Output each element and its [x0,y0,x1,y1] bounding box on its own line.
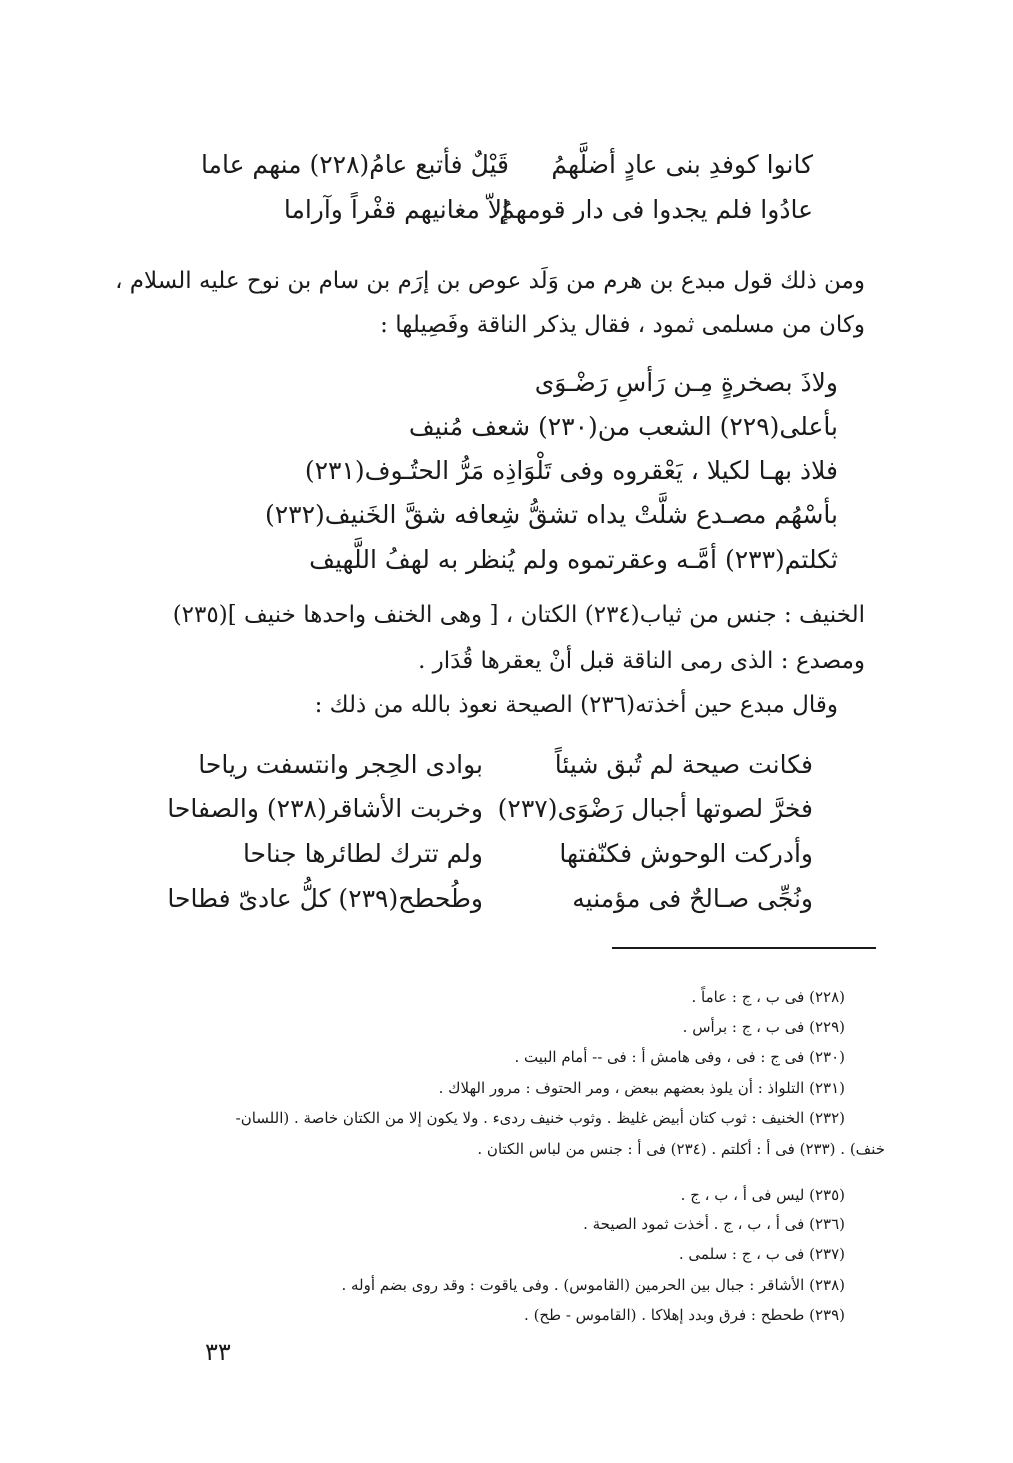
verse-3-first-hemistich: فكانت صيحة لم تُبق شيئاً [554,750,813,779]
footnote: (٢٢٨) فى ب ، ج : عاماً . [691,988,845,1006]
footnote: خنف) . (٢٣٣) فى أ : أكلتم . (٢٣٤) فى أ : جنس من لباس الكتان . [477,1140,885,1158]
footnote: (٢٣٠) فى ج : فى ، وفى هامش أ : فى -- أمام البيت . [514,1048,845,1066]
footnote: (٢٣٥) ليس فى أ ، ب ، ج . [680,1186,845,1204]
poem-line: ولاذَ بصخرةٍ مِـن رَأسِ رَضْـوَى [534,368,838,397]
footnote-divider [612,947,876,949]
verse-1-second-hemistich: قَيْلٌ فأتبع عامُ(٢٢٨) منهم عاما [200,150,509,179]
footnote: (٢٣٧) فى ب ، ج : سلمى . [678,1245,845,1263]
poem-line: ثكلتم(٢٣٣) أمَّـه وعقرتموه ولم يُنظر به لهفُ اللَّهيف [309,545,838,574]
verse-5-second-hemistich: ولم تترك لطائرها جناحا [242,839,483,868]
poem-line: بأسْهُم مصـدع شلَّتْ يداه تشقُّ شِعافه شقَّ الخَنيف(٢٣٢) [264,500,838,529]
footnote: (٢٢٩) فى ب ، ج : برأس . [682,1018,845,1036]
prose-line: ومصدع : الذى رمى الناقة قبل أنْ يعقرها قُدَار . [418,648,865,674]
verse-5-first-hemistich: وأدركت الوحوش فكنّفتها [559,839,813,868]
footnote: (٢٣١) التلواذ : أن يلوذ بعضهم ببعض ، ومر الحتوف : مرور الهلاك . [438,1079,845,1097]
verse-1-first-hemistich: كانوا كوفدِ بنى عادٍ أضلَّهمُ [551,150,813,179]
verse-4-first-hemistich: فخرَّ لصوتها أجبال رَضْوَى(٢٣٧) [497,794,813,823]
verse-6-second-hemistich: وطُحطح(٢٣٩) كلُّ عادىّ فطاحا [167,884,483,913]
verse-3-second-hemistich: بوادى الحِجر وانتسفت رياحا [198,750,483,779]
prose-line: وقال مبدع حين أخذته(٢٣٦) الصيحة نعوذ بالله من ذلك : [314,692,838,718]
footnote: (٢٣٦) فى أ ، ب ، ج . أخذت ثمود الصيحة . [583,1215,845,1233]
prose-line: الخنيف : جنس من ثياب(٢٣٤) الكتان ، [ وهى الخنف واحدها خنيف ](٢٣٥) [172,602,865,628]
poem-line: بأعلى(٢٢٩) الشعب من(٢٣٠) شعف مُنيف [408,412,838,441]
verse-2-second-hemistich: إلاّ مغانيهم قفْراً وآراما [283,195,509,224]
verse-6-first-hemistich: ونُجِّى صـالحٌ فى مؤمنيه [572,884,813,913]
verse-4-second-hemistich: وخربت الأشاقر(٢٣٨) والصفاحا [167,794,483,823]
verse-2-first-hemistich: عادُوا فلم يجدوا فى دار قومهمُ [499,195,813,224]
poem-line: فلاذ بهـا لكيلا ، يَعْقروه وفى تَلْوَاذِه مَرُّ الحتُـوف(٢٣١) [304,456,838,485]
page-number: ٣٣ [205,1338,231,1366]
footnote: (٢٣٨) الأشاقر : جبال بين الحرمين (القاموس) . وفى ياقوت : وقد روى بضم أوله . [341,1276,845,1294]
footnote: (٢٣٢) الخنيف : ثوب كتان أبيض غليظ . وثوب خنيف ردىء . ولا يكون إلا من الكتان خاصة . (اللسان- [235,1109,845,1127]
prose-line: ومن ذلك قول مبدع بن هرم من وَلَد عوص بن إرَم بن سام بن نوح عليه السلام ، [115,268,865,294]
prose-line: وكان من مسلمى ثمود ، فقال يذكر الناقة وفَصِيلها : [380,312,865,338]
footnote: (٢٣٩) طحطح : فرق وبدد إهلاكا . (القاموس - طح) . [524,1306,845,1324]
